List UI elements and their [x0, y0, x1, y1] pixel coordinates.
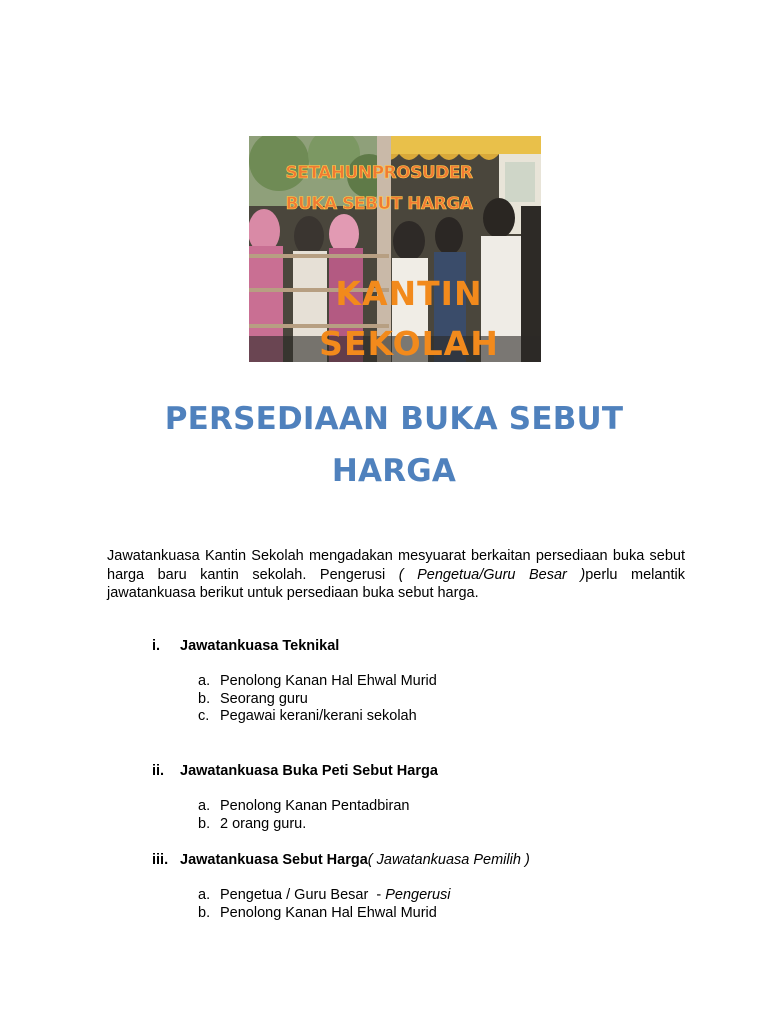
- list-item-text: Pengetua / Guru Besar -: [220, 887, 386, 903]
- document-title-line2: HARGA: [331, 453, 457, 489]
- intro-paragraph: [107, 547, 685, 603]
- list-item: [198, 887, 712, 905]
- section-heading: [152, 763, 712, 779]
- list-item-label: c.: [198, 708, 210, 724]
- section-heading: [152, 638, 712, 654]
- section-number: iii.: [152, 852, 169, 868]
- list-item-label: b.: [198, 904, 211, 921]
- list-item-text: 2 orang guru.: [220, 815, 307, 832]
- list-item-label: b.: [198, 815, 211, 832]
- cover-subtitle-line2: BUKA SEBUT HARGA: [285, 194, 473, 214]
- document-title-line1: PERSEDIAAN BUKA SEBUT: [164, 401, 624, 437]
- intro-text-part1: Jawatankuasa Kantin Sekolah mengadakan mesyuarat berkaitan persediaan buka sebut harga baru kantin sekolah. Pengerusi: [107, 548, 685, 583]
- list-item-text: Penolong Kanan Hal Ehwal Murid: [220, 904, 437, 921]
- list-item-label: a.: [198, 798, 211, 814]
- section-title: Jawatankuasa Buka Peti Sebut Harga: [180, 763, 438, 779]
- list-item-label: b.: [198, 690, 211, 707]
- list-item: [198, 798, 712, 816]
- list-item: [198, 691, 712, 709]
- list-item-label: a.: [198, 673, 211, 689]
- list-item-role: Pengerusi: [385, 887, 451, 903]
- list-item-text: Pegawai kerani/kerani sekolah: [220, 708, 417, 724]
- section-title: Jawatankuasa Sebut Harga: [180, 852, 368, 868]
- section-technical-committee: [152, 638, 712, 726]
- member-list: [198, 887, 712, 922]
- list-item-text: Seorang guru: [220, 690, 308, 707]
- section-note: ( Jawatankuasa Pemilih ): [367, 852, 530, 868]
- section-tender-committee: [152, 852, 712, 922]
- cover-subtitle-line1: SETAHUNPROSUDER: [285, 163, 473, 183]
- cover-title-line2: SEKOLAH: [319, 324, 499, 362]
- section-number: ii.: [152, 763, 165, 779]
- section-title: Jawatankuasa Teknikal: [180, 638, 340, 654]
- intro-text-italic: ( Pengetua/Guru Besar ): [398, 566, 586, 583]
- section-heading: [152, 852, 712, 868]
- cover-title-line1: KANTIN: [335, 274, 483, 313]
- list-item: [198, 905, 712, 923]
- cover-image: [249, 136, 541, 362]
- list-item-text: Penolong Kanan Hal Ehwal Murid: [220, 673, 437, 689]
- list-item-label: a.: [198, 887, 211, 903]
- intro-text-part2: perlu melantik jawatankuasa berikut untuk persediaan buka sebut harga.: [107, 566, 685, 601]
- section-tender-box-committee: [152, 763, 712, 833]
- list-item: [198, 673, 712, 691]
- list-item: [198, 816, 712, 834]
- member-list: [198, 798, 712, 833]
- member-list: [198, 673, 712, 726]
- section-number: i.: [152, 638, 161, 654]
- list-item: [198, 708, 712, 726]
- document-title: [120, 393, 668, 497]
- list-item-text: Penolong Kanan Pentadbiran: [220, 798, 410, 814]
